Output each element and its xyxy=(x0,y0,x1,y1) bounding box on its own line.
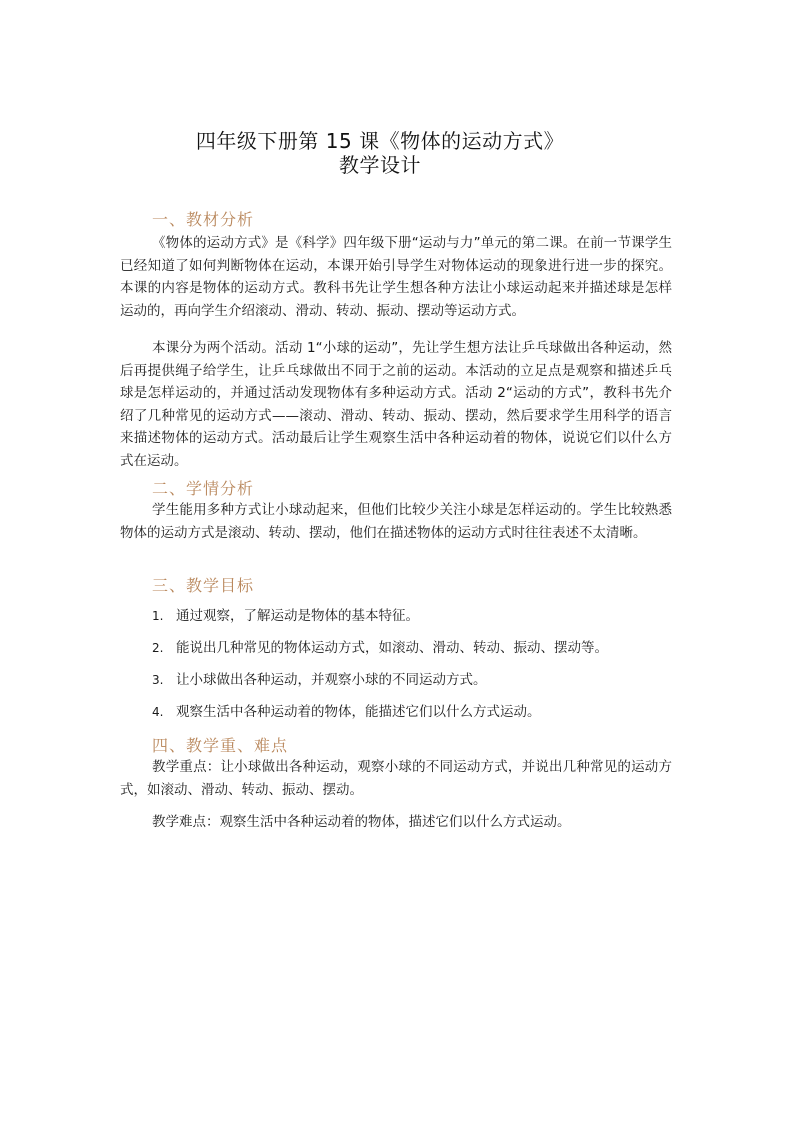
objective-number: 2. xyxy=(152,641,164,655)
objective-number: 4. xyxy=(152,705,164,719)
section-heading-student-analysis: 二、学情分析 xyxy=(152,479,255,498)
objective-text: 让小球做出各种运动，并观察小球的不同运动方式。 xyxy=(176,672,487,688)
student-analysis-paragraph: 学生能用多种方式让小球动起来，但他们比较少关注小球是怎样运动的。学生比较熟悉物体的运动方式是滚动、转动、摆动，他们在描述物体的运动方式时往往表述不太清晰。 xyxy=(120,502,672,541)
textbook-analysis-paragraph-2: 本课分为两个活动。活动 1“小球的运动”，先让学生想方法让乒乓球做出各种运动，然后再提供绳子给学生，让乒乓球做出不同于之前的运动。本活动的立足点是观察和描述乒乓球是怎样运动的，并通过活动发现物体有多种运动方式。活动 2“运动的方式”，教科书先介绍了几种常见的运动方式——滚动、滑动、转动、振动、摆动，然后要求学生用科学的语言来描述物体的运动方式。活动最后让学生观察生活中各种运动着的物体，说说它们以什么方式在运动。 xyxy=(120,340,672,469)
difficulties-paragraph: 教学难点：观察生活中各种运动着的物体，描述它们以什么方式运动。 xyxy=(152,814,571,830)
objective-item xyxy=(152,670,487,690)
objective-item xyxy=(152,638,608,658)
document-subtitle: 教学设计 xyxy=(339,153,421,177)
objective-text: 通过观察，了解运动是物体的基本特征。 xyxy=(176,608,419,624)
section-heading-teaching-objectives: 三、教学目标 xyxy=(152,576,255,595)
objective-number: 1. xyxy=(152,609,164,623)
textbook-analysis-paragraph-1: 《物体的运动方式》是《科学》四年级下册“运动与力”单元的第二课。在前一节课学生已经知道了如何判断物体在运动，本课开始引导学生对物体运动的现象进行进一步的探究。本课的内容是物体的运动方式。教科书先让学生想各种方法让小球运动起来并描述球是怎样运动的，再向学生介绍滚动、滑动、转动、振动、摆动等运动方式。 xyxy=(120,235,672,319)
objective-number: 3. xyxy=(152,673,164,687)
section-heading-textbook-analysis: 一、教材分析 xyxy=(152,210,255,229)
objective-item xyxy=(152,606,419,626)
objective-item xyxy=(152,702,541,722)
document-title: 四年级下册第 15 课《物体的运动方式》 xyxy=(195,129,565,153)
objective-text: 能说出几种常见的物体运动方式，如滚动、滑动、转动、振动、摆动等。 xyxy=(176,640,608,656)
key-points-paragraph: 教学重点：让小球做出各种运动，观察小球的不同运动方式，并说出几种常见的运动方式，如滚动、滑动、转动、振动、摆动。 xyxy=(120,759,672,798)
objective-text: 观察生活中各种运动着的物体，能描述它们以什么方式运动。 xyxy=(176,704,541,720)
section-heading-key-points: 四、教学重、难点 xyxy=(152,736,289,755)
